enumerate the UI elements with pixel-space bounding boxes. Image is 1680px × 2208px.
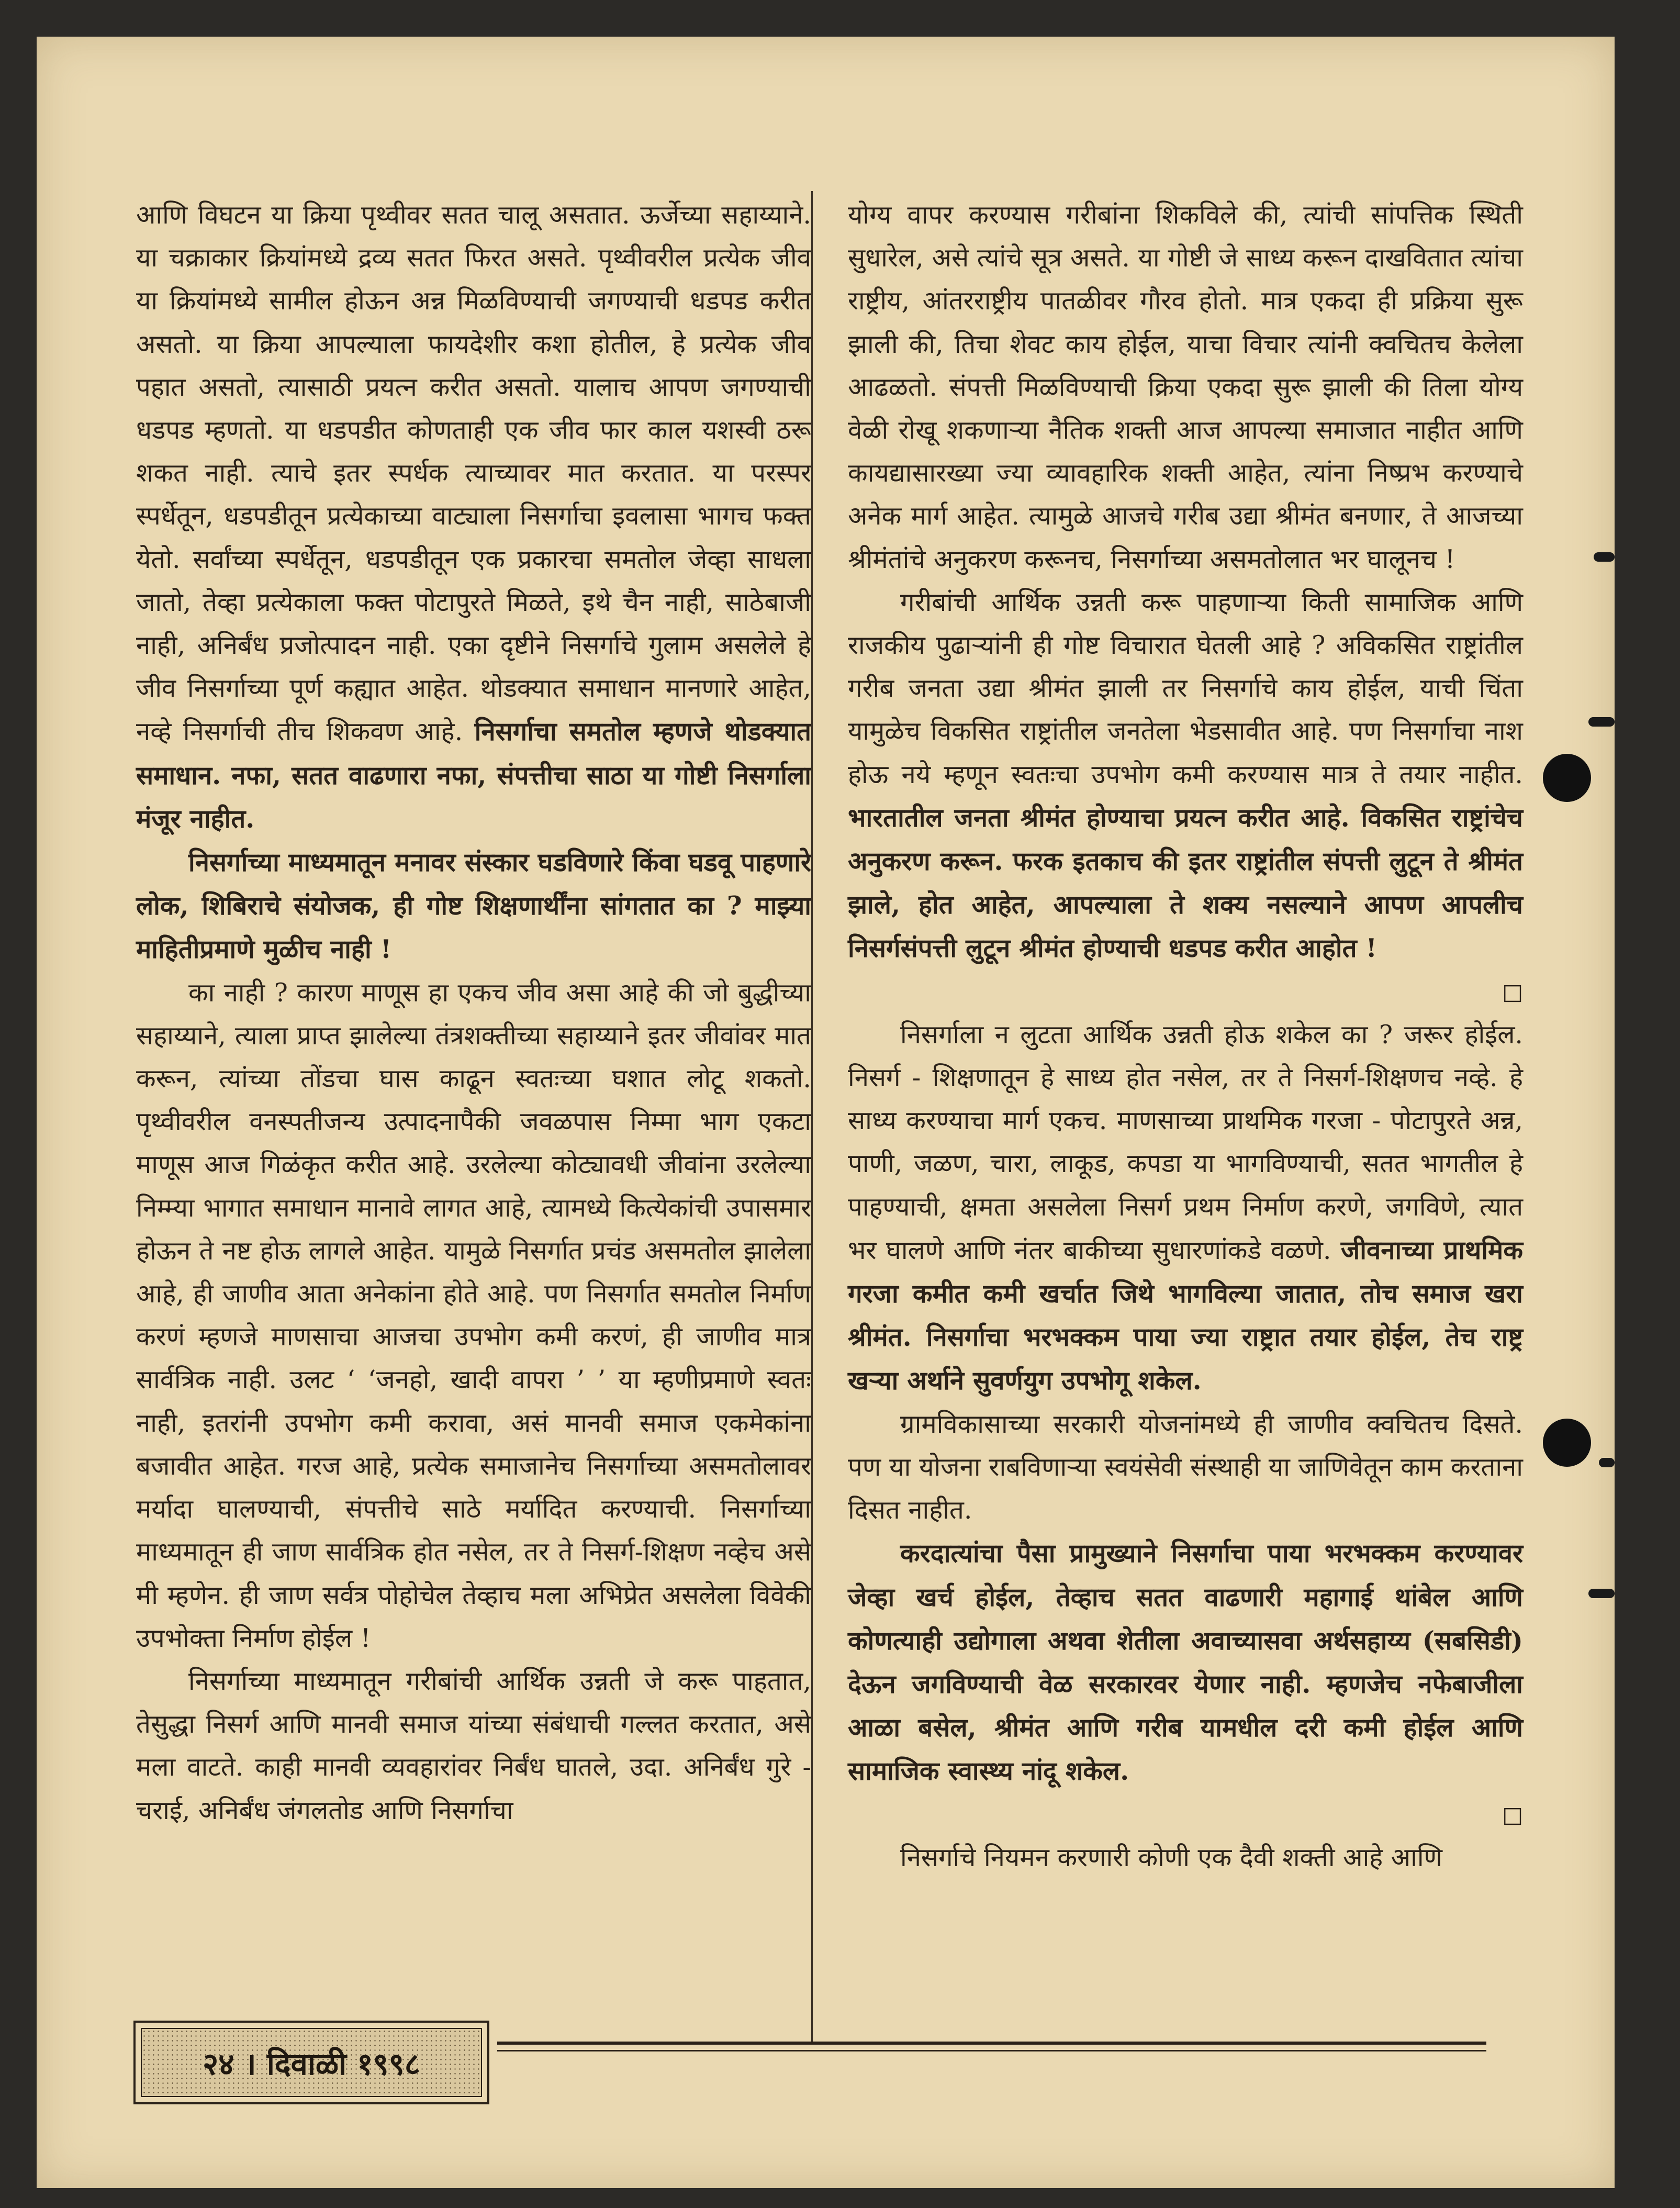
paragraph: का नाही ? कारण माणूस हा एकच जीव असा आहे की जो बुद्धीच्या सहाय्याने, त्याला प्राप्त झालेल्या तंत्रशक्तीच्या सहाय्याने इतर जीवांवर मात करून, त्यांच्या तोंडचा घास काढून स्वतःच्या घशात लोटू शकतो. पृथ्वीवरील वनस्पतीजन्य उत्पादनापैकी जवळपास निम्मा भाग एकटा माणूस आज गिळंकृत करीत आहे. उरलेल्या कोट्यावधी जीवांना उरलेल्या निम्म्या भागात समाधान मानावे लागत आहे, त्यामध्ये कित्येकांची उपासमार होऊन ते नष्ट होऊ लागले आहेत. यामुळे निसर्गात प्रचंड असमतोल झालेला आहे, ही जाणीव आता अनेकांना होते आहे. पण निसर्गात समतोल निर्माण करणं म्हणजे माणसाचा आजचा उपभोग कमी करणं, ही जाणीव मात्र सार्वत्रिक नाही. उलट ‘ ‘जनहो, खादी वापरा ’ ’ या म्हणीप्रमाणे स्वतः नाही, इतरांनी उपभोग कमी करावा, असं मानवी समाज एकमेकांना बजावीत आहेत. गरज आहे, प्रत्येक समाजानेच निसर्गाच्या असमतोलावर मर्यादा घालण्याची, संपत्तीचे साठे मर्यादित करण्याची. निसर्गाच्या माध्यमातून ही जाण सार्वत्रिक होत नसेल, तर ते निसर्ग-शिक्षण नव्हेच असे मी म्हणेन. ही जाण सर्वत्र पोहोचेल तेव्हाच मला अभिप्रेत असलेला विवेकी उपभोक्ता निर्माण होईल ! — [136, 977, 811, 1653]
binding-slit — [1588, 1589, 1615, 1598]
page-label: २४ । दिवाळी १९९८ — [141, 2028, 482, 2097]
emphasis-text: निसर्गाच्या माध्यमातून मनावर संस्कार घडविणारे किंवा घडवू पाहणारे लोक, शिबिराचे संयोजक, ही गोष्ट शिक्षणार्थींना सांगतात का ? माझ्या माहितीप्रमाणे मुळीच नाही ! — [136, 847, 811, 965]
paragraph: निसर्गाच्या माध्यमातून गरीबांची आर्थिक उन्नती जे करू पाहतात, तेसुद्धा निसर्ग आणि मानवी समाज यांच्या संबंधाची गल्लत करतात, असे मला वाटते. काही मानवी व्यवहारांवर निर्बंध घातले, उदा. अनिर्बंध गुरे - चराई, अनिर्बंध जंगलतोड आणि निसर्गाचा — [136, 1666, 811, 1825]
magazine-page — [37, 37, 1615, 2188]
section-end-mark: □ — [1502, 978, 1523, 1005]
column-divider — [811, 191, 813, 2044]
paragraph — [136, 841, 811, 972]
emphasis-text: निसर्गाचा समतोल म्हणजे थोडक्यात समाधान. नफा, सतत वाढणारा नफा, संपत्तीचा साठा या गोष्टी निसर्गाला मंजूर नाहीत. — [136, 716, 811, 834]
paragraph: निसर्गाचे नियमन करणारी कोणी एक दैवी शक्ती आहे आणि — [900, 1842, 1442, 1872]
paragraph: ग्रामविकासाच्या सरकारी योजनांमध्ये ही जाणीव क्वचितच दिसते. पण या योजना राबविणाऱ्या स्वयंसेवी संस्थाही या जाणिवेतून काम करताना दिसत नाहीत. — [848, 1409, 1523, 1525]
emphasis-text: जीवनाच्या प्राथमिक गरजा कमीत कमी खर्चात जिथे भागविल्या जातात, तोच समाज खरा श्रीमंत. निसर्गाचा भरभक्कम पाया ज्या राष्ट्रात तयार होईल, तेच राष्ट्र खऱ्या अर्थाने सुवर्णयुग उपभोगू शकेल. — [848, 1234, 1523, 1396]
binding-slit — [1599, 1458, 1615, 1467]
emphasis-text: भारतातील जनता श्रीमंत होण्याचा प्रयत्न करीत आहे. विकसित राष्ट्रांचेच अनुकरण करून. फरक इतकाच की इतर राष्ट्रांतील संपत्ती लुटून ते श्रीमंत झाले, होत आहेत, आपल्याला ते शक्य नसल्याने आपण आपलीच निसर्गसंपत्ती लुटून श्रीमंत होण्याची धडपड करीत आहोत ! — [848, 802, 1523, 964]
binding-slit — [1588, 717, 1615, 727]
page-number-box — [133, 2021, 489, 2104]
section-end-mark: □ — [1502, 1801, 1523, 1827]
punch-hole-top — [1543, 754, 1591, 802]
binding-slit — [1594, 552, 1615, 562]
paragraph — [848, 1532, 1523, 1793]
punch-hole-bottom — [1543, 1419, 1591, 1467]
footer-rule — [497, 2042, 1486, 2045]
paragraph: योग्य वापर करण्यास गरीबांना शिकविले की, त्यांची सांपत्तिक स्थिती सुधारेल, असे त्यांचे सूत्र असते. या गोष्टी जे साध्य करून दाखवितात त्यांचा राष्ट्रीय, आंतरराष्ट्रीय पातळीवर गौरव होतो. मात्र एकदा ही प्रक्रिया सुरू झाली की, तिचा शेवट काय होईल, याचा विचार त्यांनी क्वचितच केलेला आढळतो. संपत्ती मिळविण्याची क्रिया एकदा सुरू झाली की तिला योग्य वेळी रोखू शकणाऱ्या नैतिक शक्ती आज आपल्या समाजात नाहीत आणि कायद्यासारख्या ज्या व्यावहारिक शक्ती आहेत, त्यांना निष्प्रभ करण्याचे अनेक मार्ग आहेत. त्यामुळे आजचे गरीब उद्या श्रीमंत बनणार, ते आजच्या श्रीमंतांचे अनुकरण करूनच, निसर्गाच्या असमतोलात भर घालूनच ! — [848, 200, 1523, 574]
footer-rule — [497, 2050, 1486, 2051]
left-column — [136, 194, 811, 1832]
right-column — [848, 194, 1523, 1879]
emphasis-text: करदात्यांचा पैसा प्रामुख्याने निसर्गाचा पाया भरभक्कम करण्यावर जेव्हा खर्च होईल, तेव्हाच सतत वाढणारी महागाई थांबेल आणि कोणत्याही उद्योगाला अथवा शेतीला अवाच्यासवा अर्थसहाय्य (सबसिडी) देऊन जगविण्याची वेळ सरकारवर येणार नाही. म्हणजेच नफेबाजीला आळा बसेल, श्रीमंत आणि गरीब यामधील दरी कमी होईल आणि सामाजिक स्वास्थ्य नांदू शकेल. — [848, 1538, 1523, 1787]
paragraph: गरीबांची आर्थिक उन्नती करू पाहणाऱ्या किती सामाजिक आणि राजकीय पुढाऱ्यांनी ही गोष्ट विचारात घेतली आहे ? अविकसित राष्ट्रांतील गरीब जनता उद्या श्रीमंत झाली तर निसर्गाचे काय होईल, याची चिंता यामुळेच विकसित राष्ट्रांतील जनतेला भेडसावीत आहे. पण निसर्गाचा नाश होऊ नये म्हणून स्वतःचा उपभोग कमी करण्यास मात्र ते तयार नाहीत. भारतातील जनता श्रीमंत होण्याचा प्रयत्न करीत आहे. विकसित राष्ट्रांचेच अनुकरण करून. फरक इतकाच की इतर राष्ट्रांतील संपत्ती लुटून ते श्रीमंत झाले, होत आहेत, आपल्याला ते शक्य नसल्याने आपण आपलीच निसर्गसंपत्ती लुटून श्रीमंत होण्याची धडपड करीत आहोत ! — [848, 587, 1523, 964]
paragraph: निसर्गाला न लुटता आर्थिक उन्नती होऊ शकेल का ? जरूर होईल. निसर्ग - शिक्षणातून हे साध्य होत नसेल, तर ते निसर्ग-शिक्षणच नव्हे. हे साध्य करण्याचा मार्ग एकच. माणसाच्या प्राथमिक गरजा - पोटापुरते अन्न, पाणी, जळण, चारा, लाकूड, कपडा या भागविण्याची, सतत भागतील हे पाहण्याची, क्षमता असलेला निसर्ग प्रथम निर्माण करणे, जगविणे, त्यात भर घालणे आणि नंतर बाकीच्या सुधारणांकडे वळणे. जीवनाच्या प्राथमिक गरजा कमीत कमी खर्चात जिथे भागविल्या जातात, तोच समाज खरा श्रीमंत. निसर्गाचा भरभक्कम पाया ज्या राष्ट्रात तयार होईल, तेच राष्ट्र खऱ्या अर्थाने सुवर्णयुग उपभोगू शकेल. — [848, 1019, 1523, 1396]
paragraph: आणि विघटन या क्रिया पृथ्वीवर सतत चालू असतात. ऊर्जेच्या सहाय्याने. या चक्राकार क्रियांमध्ये द्रव्य सतत फिरत असते. पृथ्वीवरील प्रत्येक जीव या क्रियांमध्ये सामील होऊन अन्न मिळविण्याची जगण्याची धडपड करीत असतो. या क्रिया आपल्याला फायदेशीर कशा होतील, हे प्रत्येक जीव पहात असतो, त्यासाठी प्रयत्न करीत असतो. यालाच आपण जगण्याची धडपड म्हणतो. या धडपडीत कोणताही एक जीव फार काल यशस्वी ठरू शकत नाही. त्याचे इतर स्पर्धक त्याच्यावर मात करतात. या परस्पर स्पर्धेतून, धडपडीतून प्रत्येकाच्या वाट्याला निसर्गाचा इवलासा भागच फक्त येतो. सर्वांच्या स्पर्धेतून, धडपडीतून एक प्रकारचा समतोल जेव्हा साधला जातो, तेव्हा प्रत्येकाला फक्त पोटापुरते मिळते, इथे चैन नाही, साठेबाजी नाही, अनिर्बंध प्रजोत्पादन नाही. एका दृष्टीने निसर्गाचे गुलाम असलेले हे जीव निसर्गाच्या पूर्ण कह्यात आहेत. थोडक्यात समाधान मानणारे आहेत, नव्हे निसर्गाची तीच शिकवण आहे. निसर्गाचा समतोल म्हणजे थोडक्यात समाधान. नफा, सतत वाढणारा नफा, संपत्तीचा साठा या गोष्टी निसर्गाला मंजूर नाहीत. — [136, 200, 811, 834]
